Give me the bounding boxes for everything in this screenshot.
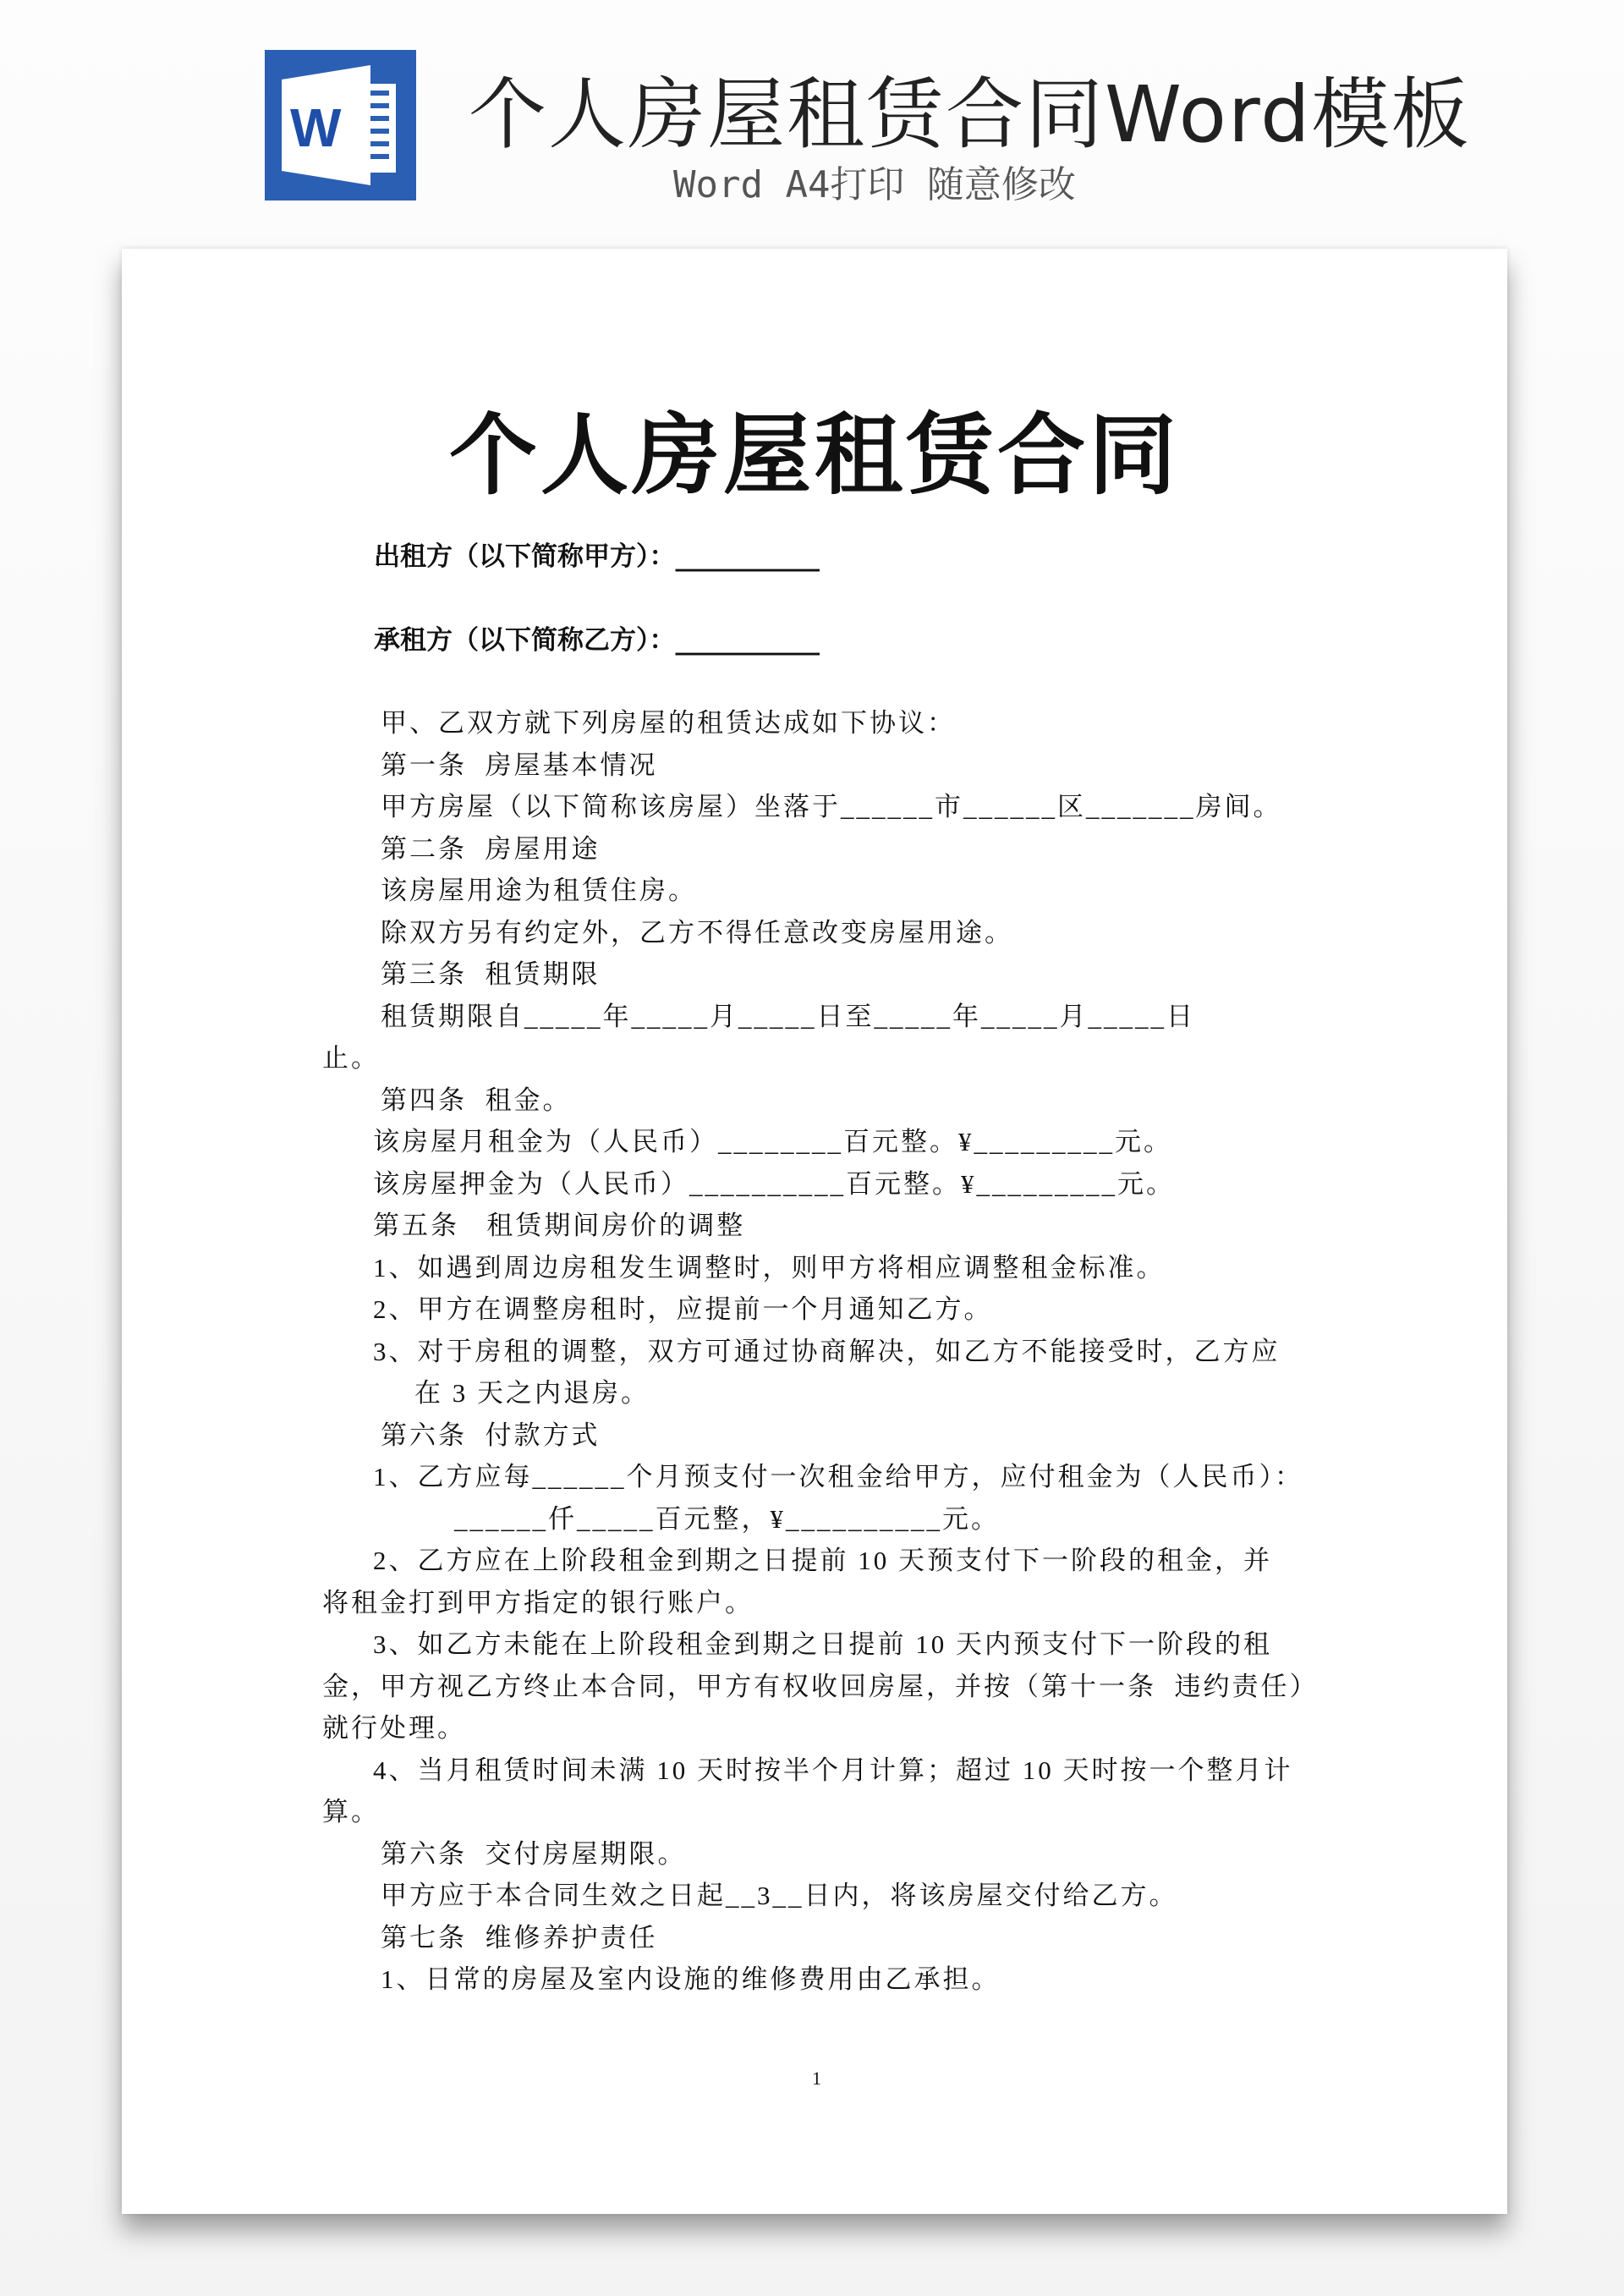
document-page (122, 249, 1507, 2214)
list-item: 1、如遇到周边房租发生调整时，则甲方将相应调整租金标准。 (373, 1252, 1166, 1283)
clause-heading: 第五条 租赁期间房价的调整 (373, 1211, 746, 1240)
list-item: 1、乙方应每______个月预支付一次租金给甲方，应付租金为（人民币）： (373, 1462, 1303, 1491)
list-item-continued: 金，甲方视乙方终止本合同，甲方有权收回房屋，并按（第十一条 违约责任） (322, 1671, 1319, 1701)
paragraph: 租赁期限自_____年_____月_____日至_____年_____月_____日 (381, 1001, 1195, 1031)
list-item: 4、当月租赁时间未满 10 天时按半个月计算；超过 10 天时按一个整月计 (373, 1755, 1293, 1785)
paragraph: 该房屋用途为租赁住房。 (381, 876, 697, 905)
paragraph: 除双方另有约定外，乙方不得任意改变房屋用途。 (381, 917, 1013, 948)
paragraph: 甲方房屋（以下简称该房屋）坐落于______市______区_______房间。 (381, 792, 1282, 821)
list-item-continued: 将租金打到甲方指定的银行账户。 (322, 1587, 754, 1618)
banner-subtitle: Word A4打印 随意修改 (673, 163, 1076, 206)
list-item: 3、对于房租的调整，双方可通过协商解决，如乙方不能接受时，乙方应 (373, 1336, 1281, 1366)
list-item: 1、日常的房屋及室内设施的维修费用由乙承担。 (381, 1964, 1001, 1994)
lessee-line: 承租方（以下简称乙方）：___________ (374, 625, 820, 656)
clause-heading: 第七条 维修养护责任 (381, 1922, 658, 1953)
list-item-continued: ______仟_____百元整，¥__________元。 (454, 1503, 1000, 1534)
paragraph: 甲方应于本合同生效之日起__3__日内，将该房屋交付给乙方。 (381, 1881, 1178, 1910)
word-logo-icon (265, 50, 416, 200)
list-item-continued: 算。 (322, 1797, 380, 1826)
list-item-continued: 在 3 天之内退房。 (414, 1378, 650, 1408)
paragraph: 甲、乙双方就下列房屋的租赁达成如下协议： (381, 708, 956, 738)
banner-title: 个人房屋租赁合同Word模板 (469, 69, 1471, 160)
word-logo-letter: W (290, 97, 342, 158)
list-item-continued: 就行处理。 (322, 1713, 466, 1743)
clause-heading: 第三条 租赁期限 (381, 959, 601, 989)
lessor-line: 出租方（以下简称甲方）：___________ (374, 541, 820, 572)
clause-heading: 第六条 付款方式 (381, 1420, 601, 1450)
paragraph: 止。 (322, 1043, 380, 1073)
paragraph: 该房屋押金为（人民币）__________百元整。¥_________元。 (373, 1168, 1175, 1199)
list-item: 2、甲方在调整房租时，应提前一个月通知乙方。 (373, 1294, 993, 1324)
contract-body (122, 702, 1507, 2001)
clause-heading: 第二条 房屋用途 (381, 833, 601, 864)
clause-heading: 第一条 房屋基本情况 (381, 750, 658, 780)
clause-heading: 第四条 租金。 (381, 1085, 572, 1115)
paragraph: 该房屋月租金为（人民币）________百元整。¥_________元。 (373, 1127, 1172, 1156)
document-title: 个人房屋租赁合同 (448, 403, 1180, 507)
clause-heading: 第六条 交付房屋期限。 (381, 1838, 687, 1869)
list-item: 3、如乙方未能在上阶段租金到期之日提前 10 天内预支付下一阶段的租 (373, 1629, 1272, 1659)
list-item: 2、乙方应在上阶段租金到期之日提前 10 天预支付下一阶段的租金，并 (373, 1546, 1272, 1575)
page-number: 1 (812, 2068, 821, 2089)
